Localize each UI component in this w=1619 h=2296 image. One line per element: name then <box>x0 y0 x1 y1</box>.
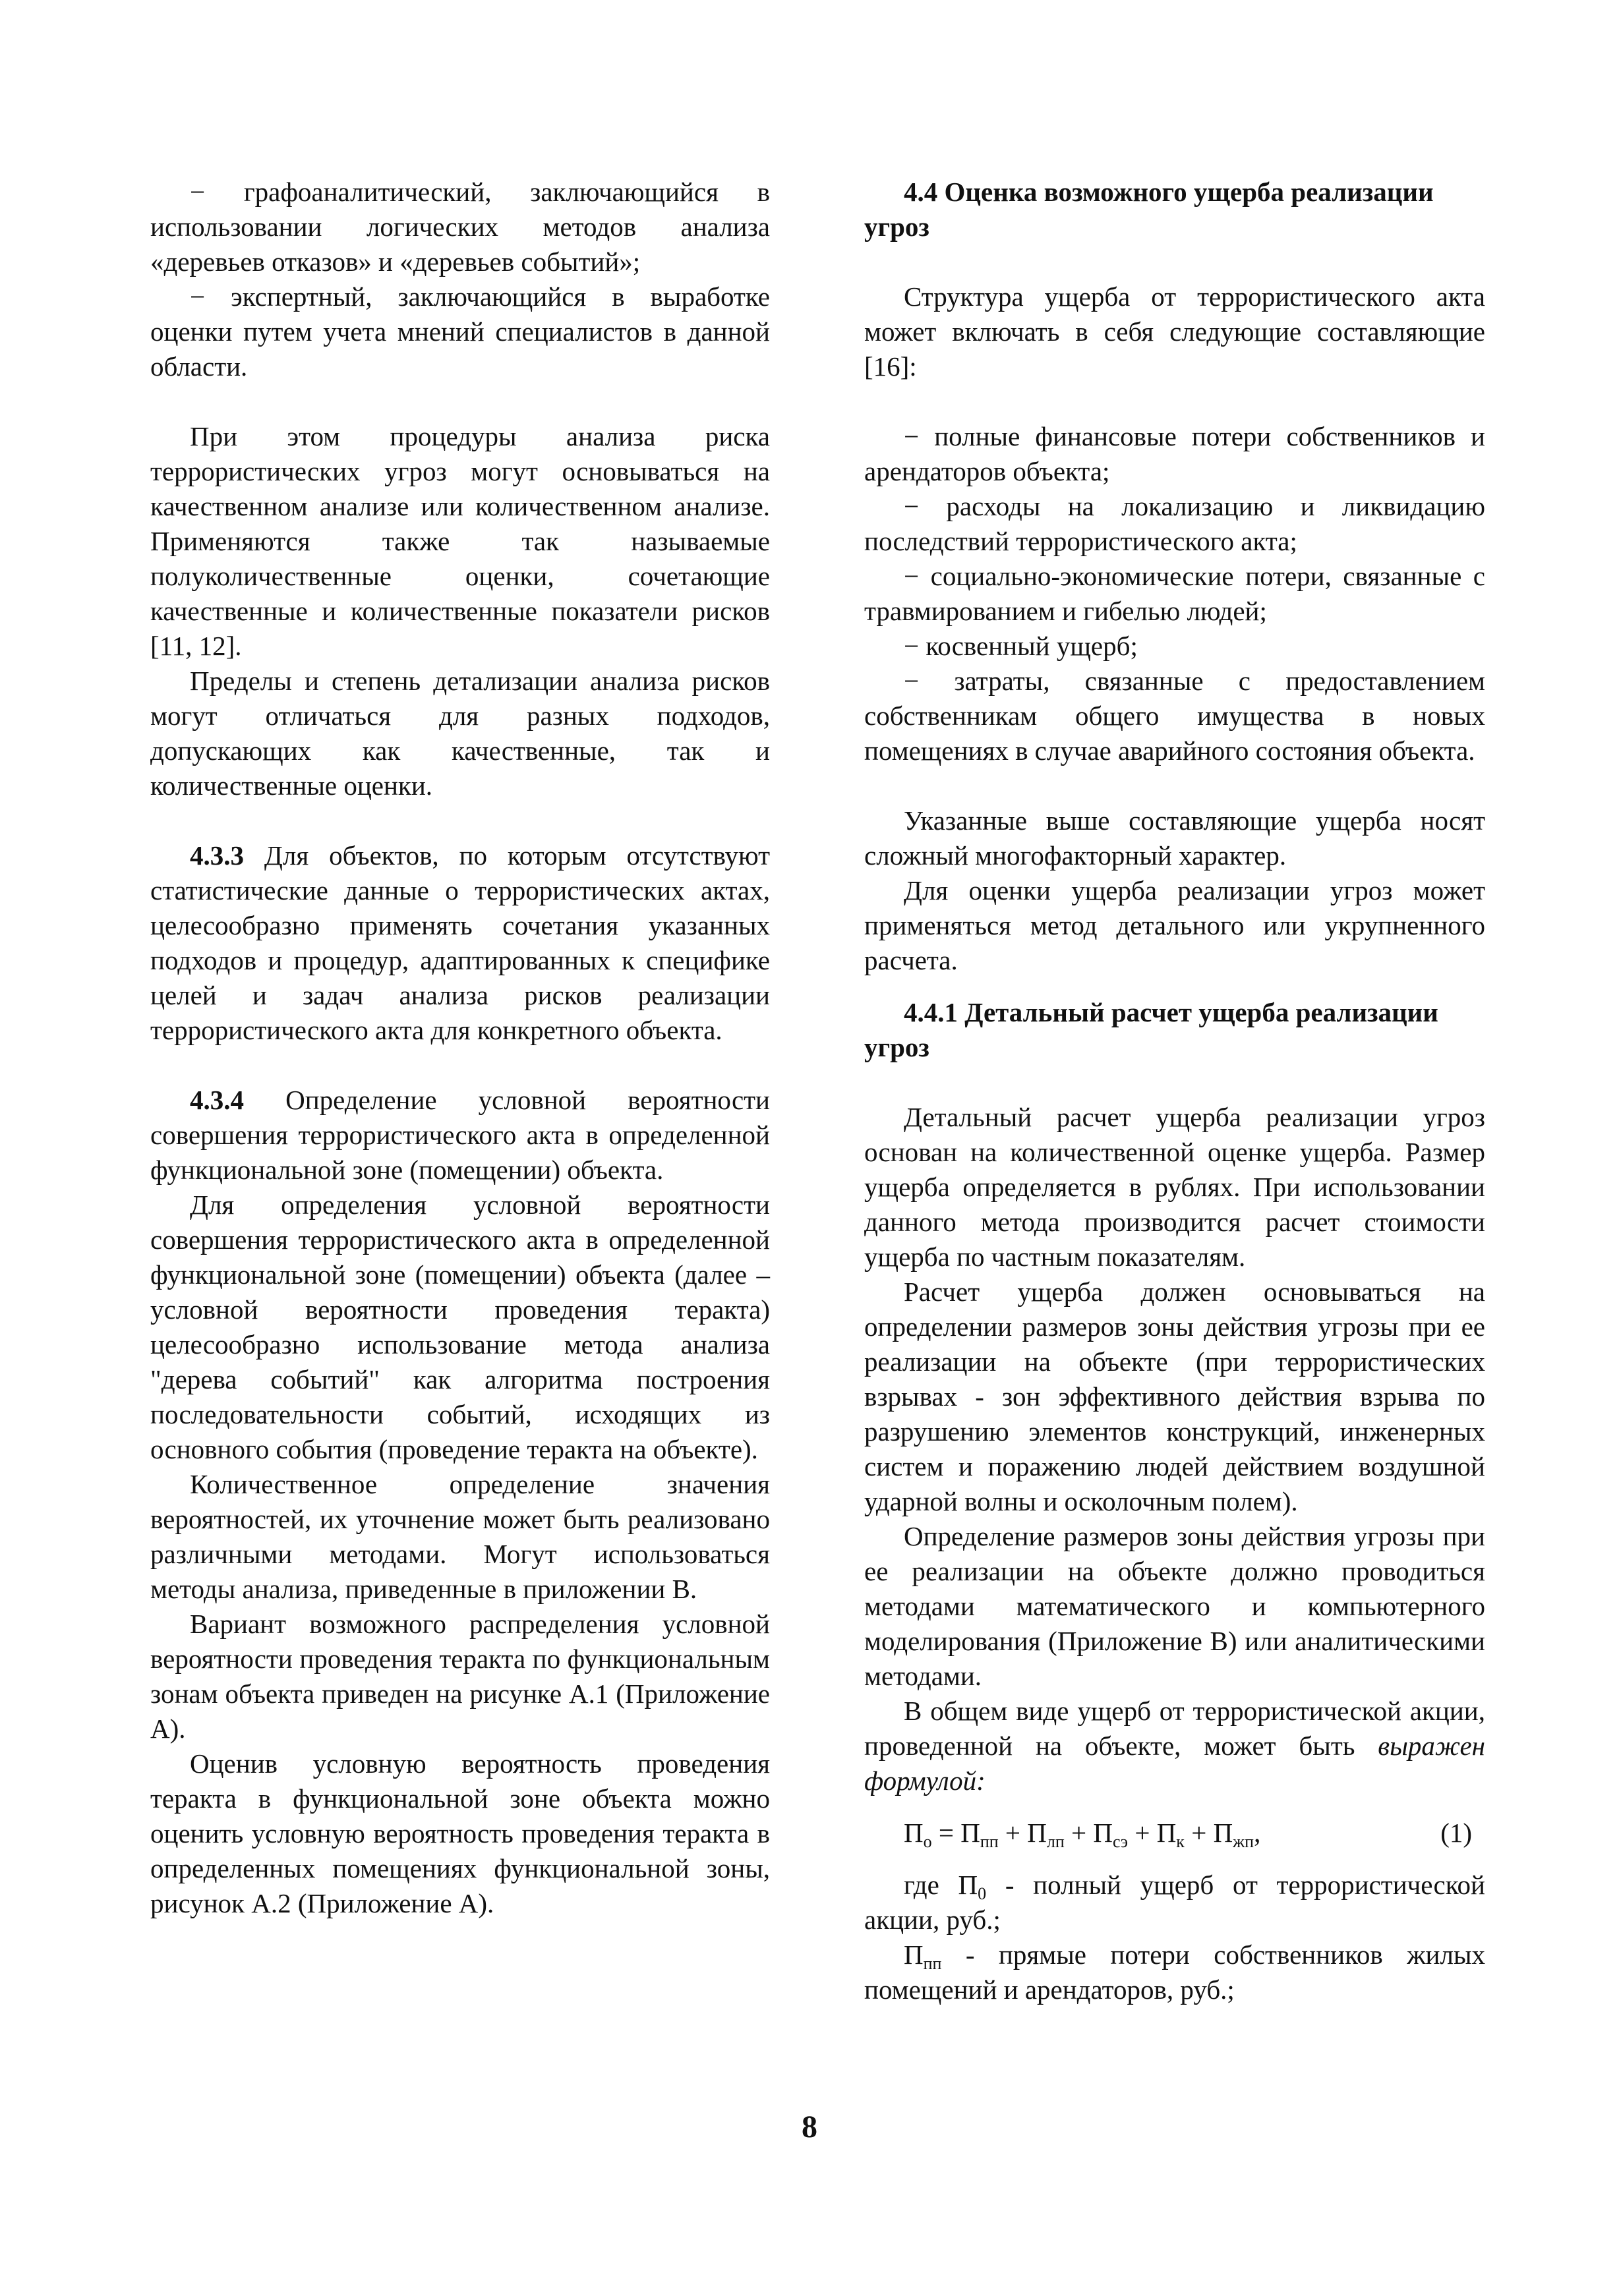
right-column <box>864 175 1485 2007</box>
formula-expression: $П_о = П_{пп} + П_{лп} + П_{сэ} + П_к + П_{жп}$, <box>904 1818 1261 1851</box>
paragraph: Определение размеров зоны действия угрозы при ее реализации на объекте должно проводиться методами математического и компьютерного моделирования (Приложение В) или аналитическими методами. <box>864 1521 1485 1691</box>
paragraph: Оценив условную вероятность проведения теракта в функциональной зоне объекта можно оценить условную вероятность проведения теракта в определенных помещениях функциональной зоны, рисунок А.2 (Приложение А). <box>150 1748 770 1918</box>
list-item: − затраты, связанные с предоставлением собственникам общего имущества в новых помещениях в случае аварийного состояния объекта. <box>864 666 1485 766</box>
formula-legend-item: $П_{пп}$ - прямые потери собственников жилых помещений и арендаторов, руб.; <box>864 1939 1485 2005</box>
page-number: 8 <box>802 2109 817 2144</box>
paragraph-emphasis: выражен формулой: <box>864 1731 1485 1796</box>
list-item: − полные финансовые потери собственников и арендаторов объекта; <box>864 421 1485 486</box>
paragraph: Указанные выше составляющие ущерба носят сложный многофакторный характер. <box>864 805 1485 871</box>
paragraph: Структура ущерба от террористического акта может включать в себя следующие составляющие [16]: <box>864 281 1485 382</box>
formula-number: (1) <box>1440 1818 1472 1848</box>
section-4-3-3 <box>150 838 770 1048</box>
list-item: − косвенный ущерб; <box>904 631 1138 661</box>
paragraph: Вариант возможного распределения условной вероятности проведения теракта по функциональным зонам объекта приведен на рисунке А.1 (Приложение А). <box>150 1609 770 1744</box>
paragraph: Расчет ущерба должен основываться на определении размеров зоны действия угрозы при ее реализации на объекте (при террористических взрывах - зон эффективного действия взрыва по разрушению элементов конструкций, инженерных систем и поражению людей действием воздушной ударной волны и осколочным полем). <box>864 1277 1485 1516</box>
paragraph-text: В общем виде ущерб от террористической акции, проведенной на объекте, может быть <box>864 1696 1485 1761</box>
paragraph: При этом процедуры анализа риска террористических угроз могут основываться на качественном анализе или количественном анализе. Применяются также так называемые полуколичественные оценки, сочетающие качественные и количественные показатели рисков [11, 12]. <box>150 421 770 661</box>
paragraph: Детальный расчет ущерба реализации угроз основан на количественной оценке ущерба. Размер ущерба определяется в рублях. При использовании данного метода производится расчет стоимости ущерба по частным показателям. <box>864 1102 1485 1272</box>
list-item: − социально-экономические потери, связанные с травмированием и гибелью людей; <box>864 561 1485 626</box>
formula-1 <box>864 1816 1485 1851</box>
formula-legend-item: где $П_0$ - полный ущерб от террористической акции, руб.; <box>864 1870 1485 1935</box>
section-number: 4.3.4 <box>190 1085 244 1115</box>
paragraph: − экспертный, заключающийся в выработке оценки путем учета мнений специалистов в данной области. <box>150 281 770 382</box>
paragraph: Для определения условной вероятности совершения террористического акта в определенной функциональной зоне (помещении) объекта (далее – условной вероятности проведения теракта) целесообразно использование метода анализа "дерева событий" как алгоритма построения последовательности событий, исходящих из основного события (проведение теракта на объекте). <box>150 1190 770 1464</box>
section-number: 4.3.3 <box>190 840 244 871</box>
paragraph: − графоаналитический, заключающийся в использовании логических методов анализа «деревьев отказов» и «деревьев событий»; <box>150 177 770 277</box>
paragraph: Количественное определение значения вероятностей, их уточнение может быть реализовано различными методами. Могут использоваться методы анализа, приведенные в приложении В. <box>150 1469 770 1604</box>
paragraph <box>864 1694 1485 1798</box>
paragraph: Для оценки ущерба реализации угроз может применяться метод детального или укрупненного расчета. <box>864 875 1485 975</box>
section-text: Для объектов, по которым отсутствуют статистические данные о террористических актах, целесообразно применять сочетания указанных подходов и процедур, адаптированных к специфике целей и задач анализа рисков реализации террористического акта для конкретного объекта. <box>150 840 770 1045</box>
paragraph: Пределы и степень детализации анализа рисков могут отличаться для разных подходов, допускающих как качественные, так и количественные оценки. <box>150 666 770 801</box>
left-column <box>150 175 770 1921</box>
section-heading-4-4-1: 4.4.1 Детальный расчет ущерба реализации угроз <box>864 997 1438 1062</box>
section-text: Определение условной вероятности совершения террористического акта в определенной функциональной зоне (помещении) объекта. <box>150 1085 770 1185</box>
list-item: − расходы на локализацию и ликвидацию последствий террористического акта; <box>864 491 1485 556</box>
section-4-3-4 <box>150 1083 770 1188</box>
section-heading-4-4: 4.4 Оценка возможного ущерба реализации угроз <box>864 177 1434 242</box>
